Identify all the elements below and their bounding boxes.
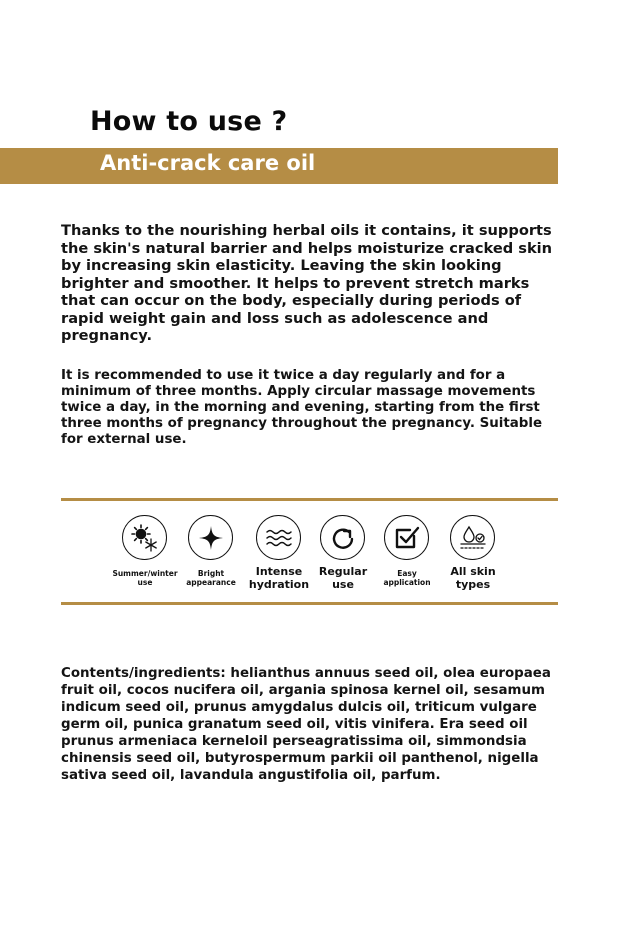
feature-label: All skin types bbox=[450, 565, 496, 591]
sun-snowflake-icon bbox=[122, 515, 167, 560]
waves-icon bbox=[256, 515, 301, 560]
circular-arrow-icon bbox=[320, 515, 365, 560]
benefits-paragraph: Thanks to the nourishing herbal oils it contains, it supports the skin's natural barrier and helps moisturize cracked skin by increasing skin elasticity. Leaving the skin looking brighter and smoother. It helps to prevent stretch marks that can occur on the body, especially during periods of rapid weight gain and loss such as adolescence and pregnancy. bbox=[61, 222, 553, 344]
feature-label: Easy application bbox=[383, 569, 431, 587]
sparkle-icon bbox=[188, 515, 233, 560]
feature-all-skin-types bbox=[438, 515, 508, 600]
usage-paragraph: It is recommended to use it twice a day regularly and for a minimum of three months. Apply circular massage movements twice a day, in the morning and evening, starting from the first three months of pregnancy throughout the pregnancy. Suitable for external use. bbox=[61, 368, 543, 447]
features-top-divider bbox=[61, 498, 558, 501]
feature-label: Intense hydration bbox=[248, 565, 310, 591]
feature-summer-winter bbox=[110, 515, 180, 600]
feature-label: Summer/winter use bbox=[112, 569, 178, 587]
feature-label: Bright appearance bbox=[186, 569, 236, 587]
ingredients-paragraph: Contents/ingredients: helianthus annuus seed oil, olea europaea fruit oil, cocos nucifera oil, argania spinosa kernel oil, sesamum indicum seed oil, prunus amygdalus dulcis oil, triticum vulgare germ oil, punica granatum seed oil, vitis vinifera. Era seed oil prunus armeniaca kerneloil perseagratissima oil, simmondsia chinensis seed oil, butyrospermum parkii oil panthenol, nigella sativa seed oil, lavandula angustifolia oil, parfum. bbox=[61, 666, 551, 783]
product-name: Anti-crack care oil bbox=[100, 151, 316, 175]
feature-regular-use bbox=[308, 515, 378, 600]
feature-easy-application bbox=[372, 515, 442, 600]
feature-bright-appearance bbox=[176, 515, 246, 600]
feature-label: Regular use bbox=[318, 565, 368, 591]
droplet-skin-icon bbox=[450, 515, 495, 560]
features-bottom-divider bbox=[61, 602, 558, 605]
feature-intense-hydration bbox=[244, 515, 314, 600]
checkbox-icon bbox=[384, 515, 429, 560]
product-banner bbox=[0, 148, 558, 184]
page-title: How to use ? bbox=[90, 106, 288, 137]
